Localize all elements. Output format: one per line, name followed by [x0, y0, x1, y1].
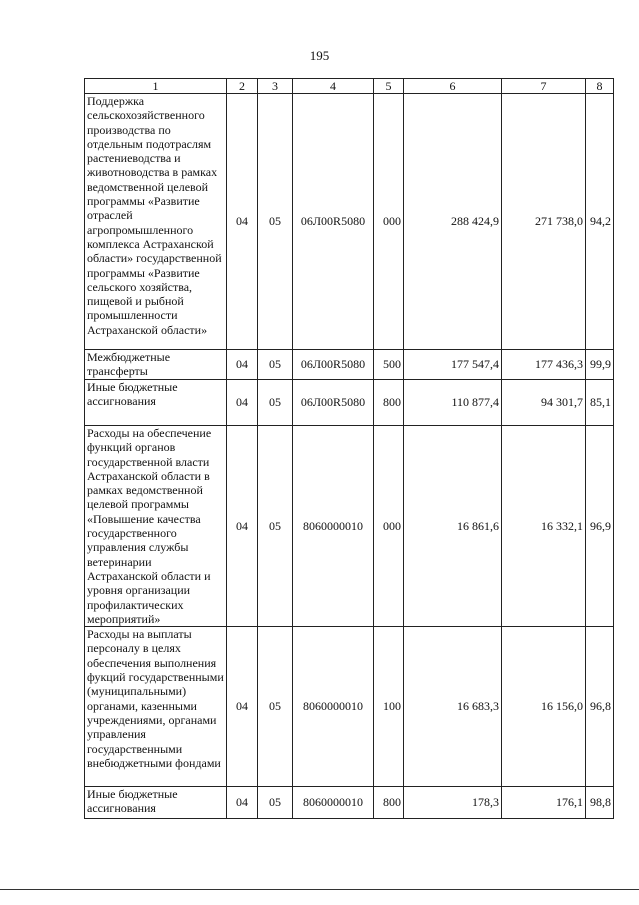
- header-cell-1: 1: [85, 79, 227, 94]
- row-percent: 94,2: [586, 94, 614, 350]
- header-cell-7: 7: [502, 79, 586, 94]
- row-percent: 96,9: [586, 426, 614, 627]
- row-percent: 96,8: [586, 627, 614, 787]
- row-plan: 16 683,3: [404, 627, 502, 787]
- row-plan: 177 547,4: [404, 350, 502, 380]
- row-name: Поддержка сельскохозяйственного производства по отдельным подотраслям растениеводства и животноводства в рамках ведомственной целевой программы «Развитие отраслей агропромышленного комплекса Астраханской области» государственной программы «Развитие сельского хозяйства, пищевой и рыбной промышленности Астраханской области»: [85, 94, 227, 350]
- row-subsection: 05: [258, 380, 293, 426]
- header-cell-6: 6: [404, 79, 502, 94]
- row-percent: 99,9: [586, 350, 614, 380]
- row-fact: 177 436,3: [502, 350, 586, 380]
- table-row: [85, 94, 614, 350]
- row-subsection: 05: [258, 94, 293, 350]
- row-section: 04: [227, 94, 258, 350]
- row-plan: 178,3: [404, 787, 502, 819]
- header-cell-3: 3: [258, 79, 293, 94]
- row-expense-type: 100: [374, 627, 404, 787]
- row-target-article: 8060000010: [293, 787, 374, 819]
- row-section: 04: [227, 627, 258, 787]
- row-fact: 16 332,1: [502, 426, 586, 627]
- table-row: [85, 787, 614, 819]
- row-subsection: 05: [258, 787, 293, 819]
- table-row: [85, 350, 614, 380]
- row-subsection: 05: [258, 627, 293, 787]
- row-section: 04: [227, 380, 258, 426]
- budget-table: [84, 78, 614, 819]
- row-section: 04: [227, 787, 258, 819]
- row-plan: 110 877,4: [404, 380, 502, 426]
- row-fact: 176,1: [502, 787, 586, 819]
- row-percent: 85,1: [586, 380, 614, 426]
- row-target-article: 06Л00R5080: [293, 380, 374, 426]
- table-row: [85, 627, 614, 787]
- row-subsection: 05: [258, 350, 293, 380]
- row-section: 04: [227, 350, 258, 380]
- row-percent: 98,8: [586, 787, 614, 819]
- header-cell-8: 8: [586, 79, 614, 94]
- row-target-article: 06Л00R5080: [293, 94, 374, 350]
- row-section: 04: [227, 426, 258, 627]
- row-subsection: 05: [258, 426, 293, 627]
- header-cell-2: 2: [227, 79, 258, 94]
- table-row: [85, 426, 614, 627]
- row-fact: 16 156,0: [502, 627, 586, 787]
- row-name: Иные бюджетные ассигнования: [85, 787, 227, 819]
- row-target-article: 8060000010: [293, 426, 374, 627]
- row-name: Межбюджетные трансферты: [85, 350, 227, 380]
- page-bottom-rule: [0, 889, 639, 890]
- row-name: Расходы на обеспечение функций органов государственной власти Астраханской области в рамках ведомственной целевой программы «Повышение качества государственного управления службы ветеринарии Астраханской области и уровня организации профилактических мероприятий»: [85, 426, 227, 627]
- row-fact: 271 738,0: [502, 94, 586, 350]
- row-expense-type: 800: [374, 380, 404, 426]
- row-expense-type: 500: [374, 350, 404, 380]
- table-row: [85, 380, 614, 426]
- row-expense-type: 000: [374, 426, 404, 627]
- row-target-article: 8060000010: [293, 627, 374, 787]
- page-number: 195: [309, 48, 330, 63]
- row-fact: 94 301,7: [502, 380, 586, 426]
- row-plan: 16 861,6: [404, 426, 502, 627]
- row-expense-type: 800: [374, 787, 404, 819]
- row-name: Расходы на выплаты персоналу в целях обеспечения выполнения фукций государственными (муниципальными) органами, казенными учреждениями, органами управления государственными внебюджетными фондами: [85, 627, 227, 787]
- row-target-article: 06Л00R5080: [293, 350, 374, 380]
- row-expense-type: 000: [374, 94, 404, 350]
- row-plan: 288 424,9: [404, 94, 502, 350]
- header-cell-4: 4: [293, 79, 374, 94]
- header-cell-5: 5: [374, 79, 404, 94]
- header-row: [85, 79, 614, 94]
- row-name: Иные бюджетные ассигнования: [85, 380, 227, 426]
